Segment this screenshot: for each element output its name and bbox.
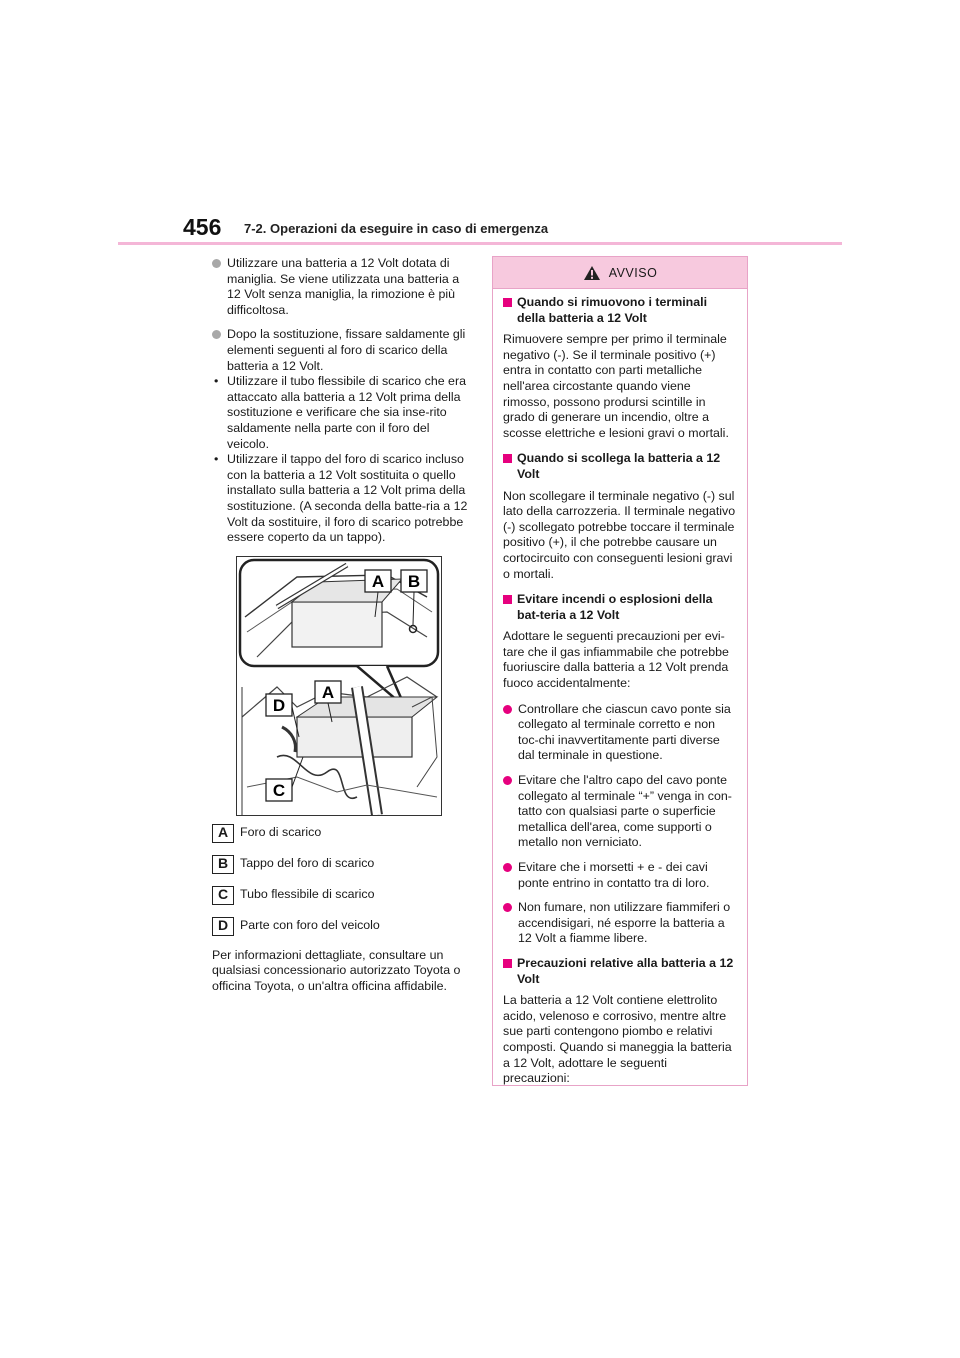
legend-letter: A xyxy=(212,824,234,843)
warning-paragraph: Non scollegare il terminale negativo (-) sul lato della carrozzeria. Il terminale negativo (-) scollegato potrebbe toccare il terminale positivo (+), il che potrebbe causare un cortocircuito con conseguenti lesioni gravi o mortali. xyxy=(503,488,736,581)
bullet-dot-icon xyxy=(212,259,221,268)
warning-bullet xyxy=(503,860,737,891)
sub-item xyxy=(212,452,474,546)
closing-paragraph: Per informazioni dettagliate, consultare un qualsiasi concessionario autorizzato Toyota o officina Toyota, o un'altra officina affidabile. xyxy=(212,947,461,993)
section-title: 7-2. Operazioni da eseguire in caso di emergenza xyxy=(244,221,549,236)
legend-text: Tubo flessibile di scarico xyxy=(240,887,375,902)
bullet-item xyxy=(212,256,474,318)
warning-heading-text: Quando si scollega la batteria a 12 Volt xyxy=(517,451,721,481)
warning-bullet-text: Evitare che l'altro capo del cavo ponte collegato al terminale “+” venga in con-tatto con qualsiasi parte o superficie metallica dell'area, come supporti o metallo non verniciato. xyxy=(518,773,732,850)
bullet-item xyxy=(212,327,474,545)
svg-text:B: B xyxy=(407,571,421,591)
square-bullet-icon xyxy=(503,454,512,463)
battery-illustration xyxy=(236,556,442,816)
legend-letter: D xyxy=(212,917,234,936)
figure-legend xyxy=(212,824,474,936)
sub-marker: • xyxy=(214,374,219,389)
legend-item xyxy=(212,824,474,843)
legend-letter: C xyxy=(212,886,234,905)
warning-bullet xyxy=(503,773,737,851)
legend-item xyxy=(212,917,474,936)
label-a-top xyxy=(365,570,391,592)
warning-bullet xyxy=(503,702,737,764)
bullet-dot-icon xyxy=(503,903,512,912)
warning-paragraph: Adottare le seguenti precauzioni per evi-tare che il gas infiammabile che potrebbe fuoriuscire dalla batteria a 12 Volt prenda fuoco accidentalmente: xyxy=(503,629,729,691)
label-b xyxy=(401,570,427,592)
label-d xyxy=(266,694,292,716)
warning-heading-text: Evitare incendi o esplosioni della bat-teria a 12 Volt xyxy=(517,592,713,622)
svg-text:C: C xyxy=(272,780,286,800)
bullet-dot-icon xyxy=(503,863,512,872)
warning-bullet-text: Controllare che ciascun cavo ponte sia collegato al terminale corretto e non toc-chi inavvertitamente parti diverse dal terminale in questione. xyxy=(518,701,731,763)
header-rule xyxy=(118,242,842,245)
warning-bullet-text: Non fumare, non utilizzare fiammiferi o accendisigari, né esporre la batteria a 12 Volt a fiamme libere. xyxy=(518,900,731,946)
warning-paragraph: Rimuovere sempre per primo il terminale negativo (-). Se il terminale positivo (+) entra in contatto con parti metalliche nell'area circostante quando viene rimosso, possono prodursi scintille in grado di generare un incendio, oltre a scosse elettriche e lesioni gravi o mortali. xyxy=(503,332,729,440)
legend-item xyxy=(212,886,474,905)
label-c xyxy=(266,779,292,801)
warning-heading-text: Quando si rimuovono i terminali della batteria a 12 Volt xyxy=(517,295,708,325)
page-number: 456 xyxy=(183,214,222,240)
warning-header xyxy=(493,257,747,289)
square-bullet-icon xyxy=(503,298,512,307)
warning-heading xyxy=(503,451,737,482)
svg-text:D: D xyxy=(272,695,286,715)
svg-text:A: A xyxy=(321,682,335,702)
legend-letter: B xyxy=(212,855,234,874)
legend-text: Parte con foro del veicolo xyxy=(240,918,380,933)
sub-marker: • xyxy=(214,452,219,467)
square-bullet-icon xyxy=(503,595,512,604)
warning-bullet xyxy=(503,900,737,947)
bullet-text: Utilizzare una batteria a 12 Volt dotata di maniglia. Se viene utilizzata una batteria a 12 Volt senza maniglia, la rimozione è più difficoltosa. xyxy=(227,256,460,317)
left-column xyxy=(212,256,474,994)
square-bullet-icon xyxy=(503,959,512,968)
warning-body xyxy=(493,289,747,1087)
bullet-dot-icon xyxy=(503,776,512,785)
sub-item-text: Utilizzare il tubo flessibile di scarico che era attaccato alla batteria a 12 Volt prima della sostituzione e verificare che sia inse-rito saldamente nella parte con il foro del veicolo. xyxy=(227,374,466,451)
warning-bullet-text: Evitare che i morsetti + e - dei cavi ponte entrino in contatto tra di loro. xyxy=(518,860,710,890)
bullet-text: Dopo la sostituzione, fissare saldamente gli elementi seguenti al foro di scarico della batteria a 12 Volt. xyxy=(227,327,466,373)
warning-box xyxy=(492,256,748,1086)
warning-paragraph: La batteria a 12 Volt contiene elettrolito acido, velenoso e corrosivo, mentre altre sue parti contengono piombo e relativi composti. Quando si maneggia la batteria a 12 Volt, adottare le seguenti precauzioni: xyxy=(503,993,732,1086)
sub-list xyxy=(212,374,474,546)
svg-text:A: A xyxy=(371,571,385,591)
bullet-dot-icon xyxy=(212,330,221,339)
warning-title: AVVISO xyxy=(608,265,658,280)
warning-heading xyxy=(503,956,737,987)
battery-drawing-icon xyxy=(237,557,441,815)
warning-heading xyxy=(503,295,737,326)
sub-item xyxy=(212,374,474,452)
legend-item xyxy=(212,855,474,874)
bullet-dot-icon xyxy=(503,705,512,714)
legend-text: Tappo del foro di scarico xyxy=(240,856,375,871)
warning-heading xyxy=(503,592,737,623)
legend-text: Foro di scarico xyxy=(240,825,322,840)
warning-triangle-icon xyxy=(583,265,601,281)
warning-heading-text: Precauzioni relative alla batteria a 12 Volt xyxy=(517,955,734,986)
label-a-bottom xyxy=(315,681,341,703)
sub-item-text: Utilizzare il tappo del foro di scarico incluso con la batteria a 12 Volt sostituita o quello installato sulla batteria a 12 Volt prima della sostituzione. (A seconda della batte-ria a 12 Volt da sostituire, il foro di scarico potrebbe essere coperto da un tappo). xyxy=(227,452,468,545)
